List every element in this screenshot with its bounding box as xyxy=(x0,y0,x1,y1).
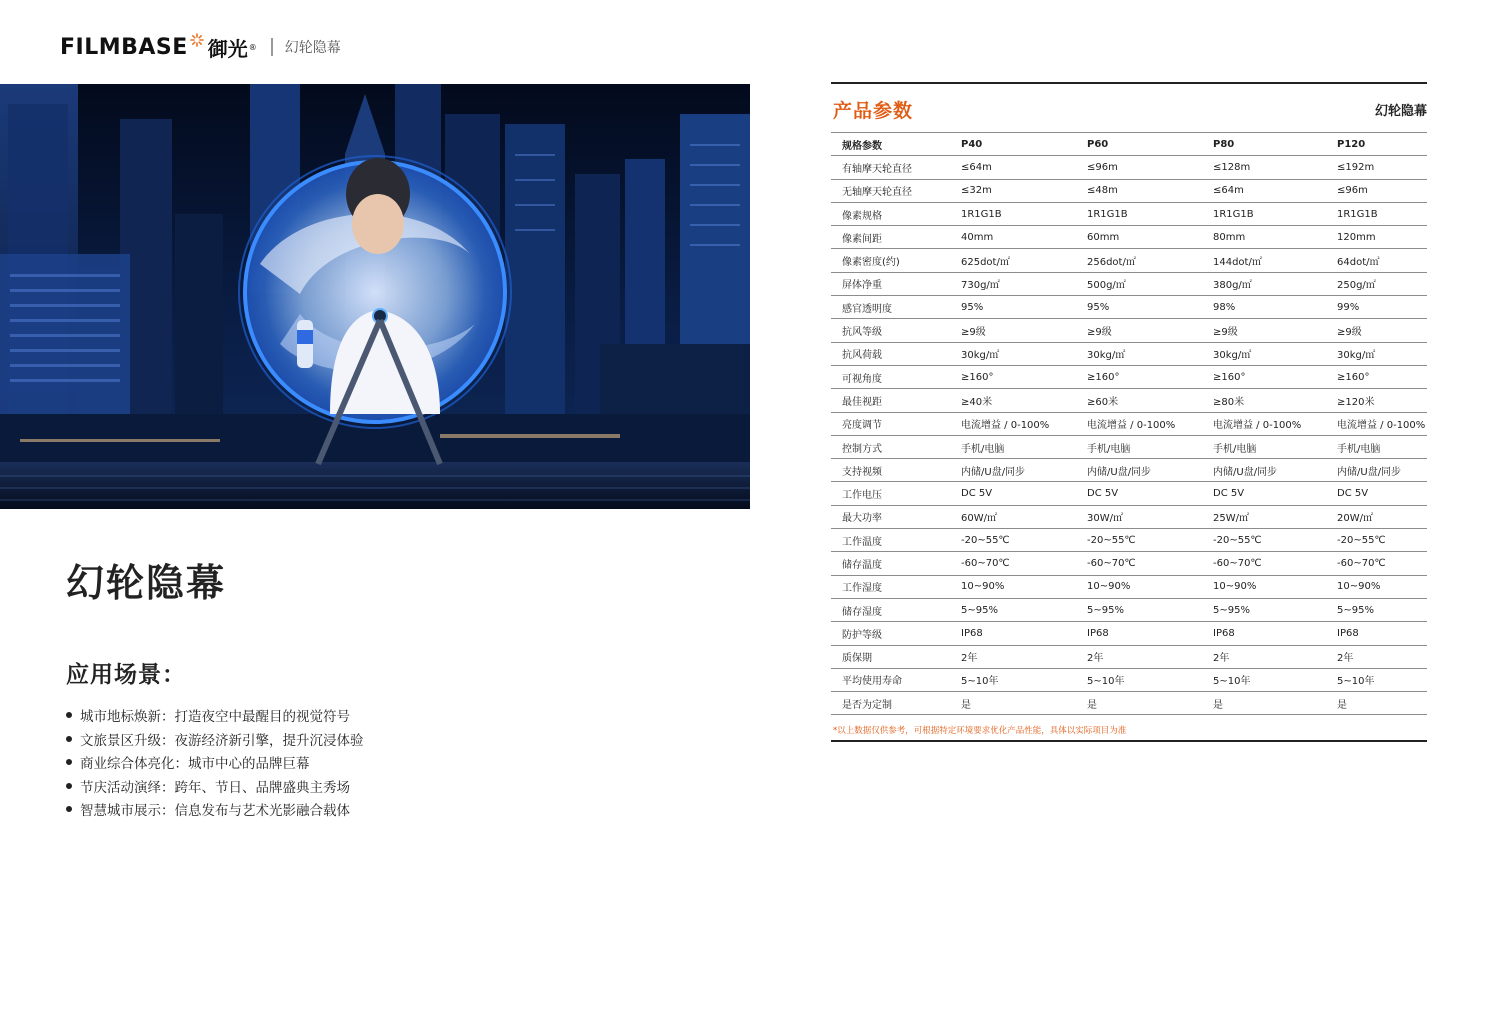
table-cell: 电流增益 / 0-100% xyxy=(1075,412,1201,435)
table-row xyxy=(831,296,1427,319)
row-label: 有轴摩天轮直径 xyxy=(831,156,949,179)
table-cell: 30W/㎡ xyxy=(1075,505,1201,528)
row-label: 无轴摩天轮直径 xyxy=(831,179,949,202)
table-cell: 1R1G1B xyxy=(949,202,1075,225)
table-cell: 25W/㎡ xyxy=(1201,505,1327,528)
column-header: 规格参数 xyxy=(831,133,949,156)
table-cell: 5~10年 xyxy=(949,668,1075,691)
table-cell: ≥120米 xyxy=(1327,389,1427,412)
table-cell: ≥9级 xyxy=(1327,319,1427,342)
row-label: 防护等级 xyxy=(831,622,949,645)
brand-header xyxy=(60,30,341,64)
table-row xyxy=(831,692,1427,715)
row-label: 可视角度 xyxy=(831,365,949,388)
table-cell: 500g/㎡ xyxy=(1075,272,1201,295)
table-row xyxy=(831,365,1427,388)
table-cell: 是 xyxy=(1201,692,1327,715)
scenes-heading: 应用场景： xyxy=(66,662,186,688)
table-cell: -60~70℃ xyxy=(1075,552,1201,575)
row-label: 屏体净重 xyxy=(831,272,949,295)
registered-mark: ® xyxy=(248,42,257,52)
table-cell: 1R1G1B xyxy=(1327,202,1427,225)
table-cell: 10~90% xyxy=(1201,575,1327,598)
bullet-icon xyxy=(66,736,72,742)
table-cell: 5~10年 xyxy=(1075,668,1201,691)
column-header: P80 xyxy=(1201,133,1327,156)
table-cell: 98% xyxy=(1201,296,1327,319)
table-cell: IP68 xyxy=(1201,622,1327,645)
table-row xyxy=(831,435,1427,458)
table-cell: 60mm xyxy=(1075,226,1201,249)
table-row xyxy=(831,505,1427,528)
table-cell: ≤48m xyxy=(1075,179,1201,202)
row-label: 像素间距 xyxy=(831,226,949,249)
table-cell: -20~55℃ xyxy=(949,529,1075,552)
table-cell: 10~90% xyxy=(1327,575,1427,598)
row-label: 最佳视距 xyxy=(831,389,949,412)
table-row xyxy=(831,226,1427,249)
scene-text: 文旅景区升级：夜游经济新引擎，提升沉浸体验 xyxy=(80,732,364,749)
table-cell: ≥80米 xyxy=(1201,389,1327,412)
table-row xyxy=(831,389,1427,412)
row-label: 是否为定制 xyxy=(831,692,949,715)
row-label: 最大功率 xyxy=(831,505,949,528)
scene-text: 城市地标焕新：打造夜空中最醒目的视觉符号 xyxy=(80,709,350,725)
table-cell: ≤64m xyxy=(949,156,1075,179)
table-cell: 是 xyxy=(1075,692,1201,715)
list-item xyxy=(66,753,364,777)
table-row xyxy=(831,668,1427,691)
table-cell: ≤192m xyxy=(1327,156,1427,179)
table-cell: 80mm xyxy=(1201,226,1327,249)
table-cell: 730g/㎡ xyxy=(949,272,1075,295)
column-header: P40 xyxy=(949,133,1075,156)
bullet-icon xyxy=(66,759,72,765)
table-cell: -20~55℃ xyxy=(1327,529,1427,552)
table-cell: 1R1G1B xyxy=(1075,202,1201,225)
table-row xyxy=(831,645,1427,668)
scene-list xyxy=(66,706,364,824)
table-cell: 256dot/㎡ xyxy=(1075,249,1201,272)
table-cell: IP68 xyxy=(1327,622,1427,645)
table-cell: 144dot/㎡ xyxy=(1201,249,1327,272)
spec-heading: 产品参数 xyxy=(833,100,914,122)
spec-badge: 幻轮隐幕 xyxy=(1374,104,1427,119)
spec-footnote: *以上数据仅供参考，可根据特定环境要求优化产品性能，具体以实际项目为准 xyxy=(833,726,1127,736)
table-cell: ≥160° xyxy=(1075,365,1201,388)
table-row xyxy=(831,249,1427,272)
table-cell: ≥160° xyxy=(1201,365,1327,388)
table-cell: 120mm xyxy=(1327,226,1427,249)
row-label: 亮度调节 xyxy=(831,412,949,435)
table-row xyxy=(831,482,1427,505)
row-label: 感官透明度 xyxy=(831,296,949,319)
table-cell: 是 xyxy=(949,692,1075,715)
table-cell: 内储/U盘/同步 xyxy=(1201,459,1327,482)
table-header-row xyxy=(831,133,1427,156)
header-subtitle: 幻轮隐幕 xyxy=(284,40,341,56)
table-cell: 60W/㎡ xyxy=(949,505,1075,528)
table-cell: ≥60米 xyxy=(1075,389,1201,412)
table-cell: 99% xyxy=(1327,296,1427,319)
table-row xyxy=(831,319,1427,342)
table-row xyxy=(831,156,1427,179)
list-item xyxy=(66,777,364,801)
table-cell: 30kg/㎡ xyxy=(949,342,1075,365)
table-cell: 10~90% xyxy=(949,575,1075,598)
table-cell: 1R1G1B xyxy=(1201,202,1327,225)
table-cell: 2年 xyxy=(1201,645,1327,668)
sun-burst-icon xyxy=(190,41,204,55)
row-label: 平均使用寿命 xyxy=(831,668,949,691)
table-cell: -60~70℃ xyxy=(1327,552,1427,575)
table-cell: -60~70℃ xyxy=(1201,552,1327,575)
spec-table xyxy=(831,132,1427,715)
row-label: 控制方式 xyxy=(831,435,949,458)
table-cell: ≤32m xyxy=(949,179,1075,202)
table-cell: 95% xyxy=(1075,296,1201,319)
table-cell: ≤64m xyxy=(1201,179,1327,202)
bullet-icon xyxy=(66,806,72,812)
table-cell: DC 5V xyxy=(1201,482,1327,505)
table-cell: ≥9级 xyxy=(1075,319,1201,342)
table-cell: -20~55℃ xyxy=(1201,529,1327,552)
table-cell: 20W/㎡ xyxy=(1327,505,1427,528)
table-row xyxy=(831,179,1427,202)
table-row xyxy=(831,575,1427,598)
table-cell: DC 5V xyxy=(1327,482,1427,505)
table-cell: ≥9级 xyxy=(949,319,1075,342)
table-cell: 10~90% xyxy=(1075,575,1201,598)
table-row xyxy=(831,459,1427,482)
table-cell: 内储/U盘/同步 xyxy=(949,459,1075,482)
table-cell: 95% xyxy=(949,296,1075,319)
table-cell: 5~95% xyxy=(1075,598,1201,621)
row-label: 支持视频 xyxy=(831,459,949,482)
row-label: 储存温度 xyxy=(831,552,949,575)
table-cell: 2年 xyxy=(1327,645,1427,668)
table-cell: 250g/㎡ xyxy=(1327,272,1427,295)
spec-panel xyxy=(831,82,1427,736)
table-cell: ≥160° xyxy=(1327,365,1427,388)
row-label: 工作温度 xyxy=(831,529,949,552)
table-cell: 5~95% xyxy=(1327,598,1427,621)
table-cell: 电流增益 / 0-100% xyxy=(1201,412,1327,435)
table-cell: 30kg/㎡ xyxy=(1327,342,1427,365)
table-cell: 5~95% xyxy=(1201,598,1327,621)
bottom-rule xyxy=(831,740,1427,742)
row-label: 像素规格 xyxy=(831,202,949,225)
column-header: P60 xyxy=(1075,133,1201,156)
row-label: 抗风等级 xyxy=(831,319,949,342)
table-cell: 电流增益 / 0-100% xyxy=(949,412,1075,435)
table-cell: 30kg/㎡ xyxy=(1201,342,1327,365)
table-row xyxy=(831,598,1427,621)
table-cell: 5~95% xyxy=(949,598,1075,621)
table-cell: 手机/电脑 xyxy=(1327,435,1427,458)
table-cell: 手机/电脑 xyxy=(949,435,1075,458)
table-cell: ≤96m xyxy=(1075,156,1201,179)
table-row xyxy=(831,552,1427,575)
table-cell: 380g/㎡ xyxy=(1201,272,1327,295)
table-cell: 手机/电脑 xyxy=(1075,435,1201,458)
table-cell: ≥40米 xyxy=(949,389,1075,412)
table-cell: 40mm xyxy=(949,226,1075,249)
table-cell: -20~55℃ xyxy=(1075,529,1201,552)
table-cell: 5~10年 xyxy=(1201,668,1327,691)
table-cell: ≤128m xyxy=(1201,156,1327,179)
row-label: 工作电压 xyxy=(831,482,949,505)
table-cell: 电流增益 / 0-100% xyxy=(1327,412,1427,435)
row-label: 抗风荷载 xyxy=(831,342,949,365)
hero-photo xyxy=(0,84,750,509)
table-row xyxy=(831,529,1427,552)
table-cell: IP68 xyxy=(1075,622,1201,645)
brand-logo-text: FILMBASE xyxy=(60,34,188,60)
table-cell: 5~10年 xyxy=(1327,668,1427,691)
table-cell: 内储/U盘/同步 xyxy=(1327,459,1427,482)
table-cell: DC 5V xyxy=(949,482,1075,505)
scene-text: 商业综合体亮化：城市中心的品牌巨幕 xyxy=(80,756,310,772)
bullet-icon xyxy=(66,783,72,789)
table-row xyxy=(831,342,1427,365)
table-row xyxy=(831,622,1427,645)
table-row xyxy=(831,272,1427,295)
table-row xyxy=(831,412,1427,435)
list-item xyxy=(66,800,364,824)
table-cell: 手机/电脑 xyxy=(1201,435,1327,458)
scene-text: 智慧城市展示：信息发布与艺术光影融合载体 xyxy=(80,803,350,819)
table-cell: ≤96m xyxy=(1327,179,1427,202)
row-label: 像素密度(约) xyxy=(831,249,949,272)
table-cell: 2年 xyxy=(949,645,1075,668)
scene-text: 节庆活动演绎：跨年、节日、品牌盛典主秀场 xyxy=(80,779,350,796)
spec-header xyxy=(831,84,1427,132)
row-label: 工作湿度 xyxy=(831,575,949,598)
bullet-icon xyxy=(66,712,72,718)
table-cell: 30kg/㎡ xyxy=(1075,342,1201,365)
column-header: P120 xyxy=(1327,133,1427,156)
table-cell: IP68 xyxy=(949,622,1075,645)
header-divider xyxy=(271,38,273,56)
table-cell: 是 xyxy=(1327,692,1427,715)
list-item xyxy=(66,706,364,730)
table-cell: 64dot/㎡ xyxy=(1327,249,1427,272)
table-cell: 内储/U盘/同步 xyxy=(1075,459,1201,482)
row-label: 质保期 xyxy=(831,645,949,668)
product-title: 幻轮隐幕 xyxy=(66,561,227,605)
list-item xyxy=(66,730,364,754)
table-cell: 2年 xyxy=(1075,645,1201,668)
table-cell: 625dot/㎡ xyxy=(949,249,1075,272)
row-label: 储存湿度 xyxy=(831,598,949,621)
table-row xyxy=(831,202,1427,225)
brand-logo-cn: 御光 xyxy=(207,36,248,61)
table-cell: ≥9级 xyxy=(1201,319,1327,342)
table-cell: -60~70℃ xyxy=(949,552,1075,575)
table-cell: ≥160° xyxy=(949,365,1075,388)
table-cell: DC 5V xyxy=(1075,482,1201,505)
